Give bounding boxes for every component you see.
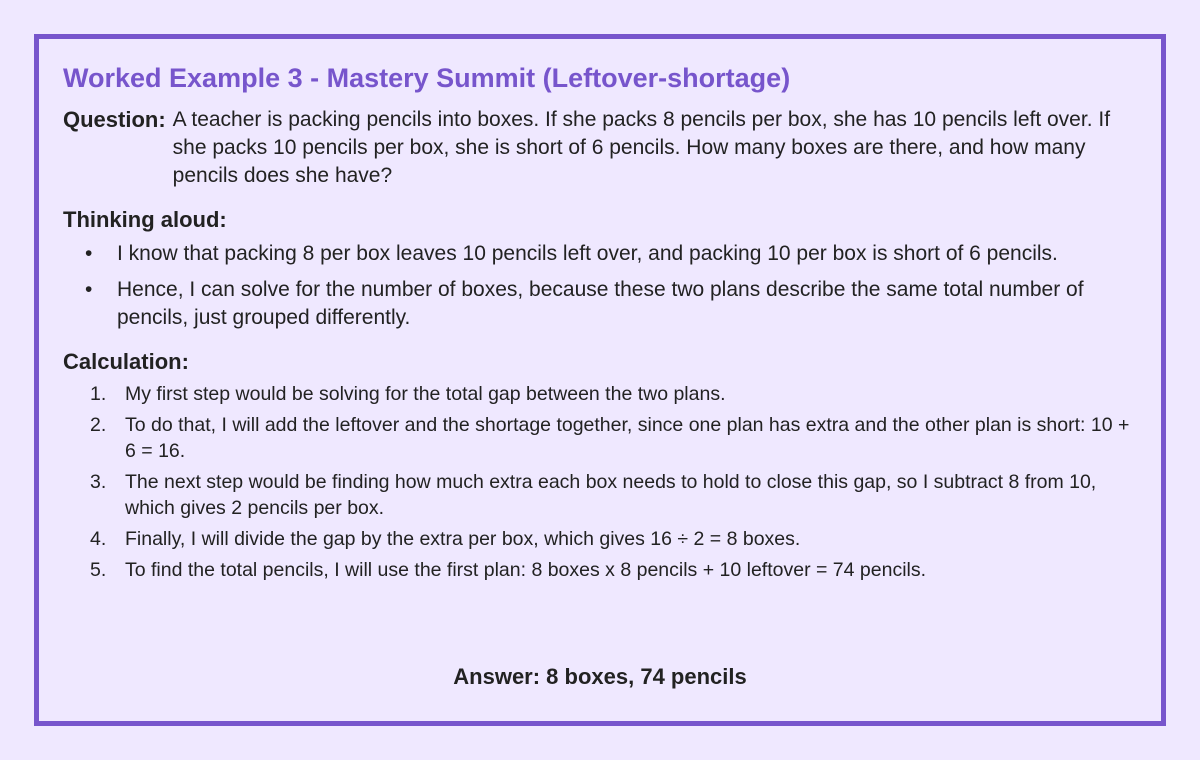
answer-text: Answer: 8 boxes, 74 pencils <box>453 664 747 689</box>
worked-example-card <box>34 34 1166 726</box>
thinking-list <box>63 240 1137 332</box>
list-item <box>63 381 1137 407</box>
thinking-text: Hence, I can solve for the number of boxes, because these two plans describe the same total number of pencils, just grouped differently. <box>117 278 1084 329</box>
question-label: Question: <box>63 107 166 132</box>
step-text: To do that, I will add the leftover and the shortage together, since one plan has extra and the other plan is short: 10 + 6 = 16. <box>125 414 1130 462</box>
list-item <box>63 469 1137 521</box>
list-item <box>63 557 1137 583</box>
step-text: Finally, I will divide the gap by the extra per box, which gives 16 ÷ 2 = 8 boxes. <box>125 528 801 550</box>
step-number: 5. <box>90 559 107 581</box>
question-text: A teacher is packing pencils into boxes. If she packs 8 pencils per box, she has 10 pencils left over. If she packs 10 pencils per box, she is short of 6 pencils. How many boxes are there, and how many pencils does she have? <box>172 108 1111 187</box>
step-text: To find the total pencils, I will use the first plan: 8 boxes x 8 pencils + 10 leftover = 74 pencils. <box>125 559 927 581</box>
bullet-icon: • <box>85 278 93 301</box>
thinking-heading: Thinking aloud: <box>63 207 227 232</box>
step-number: 3. <box>90 471 107 493</box>
list-item <box>63 412 1137 464</box>
calculation-heading: Calculation: <box>63 349 189 374</box>
step-text: The next step would be finding how much extra each box needs to hold to close this gap, so I subtract 8 from 10, which gives 2 pencils per box. <box>125 471 1097 519</box>
list-item <box>63 526 1137 552</box>
step-number: 1. <box>90 383 107 405</box>
question-block <box>63 106 1137 190</box>
step-number: 2. <box>90 414 107 436</box>
list-item <box>63 240 1137 268</box>
list-item <box>63 276 1137 332</box>
step-text: My first step would be solving for the total gap between the two plans. <box>125 383 726 405</box>
thinking-text: I know that packing 8 per box leaves 10 pencils left over, and packing 10 per box is short of 6 pencils. <box>117 242 1058 265</box>
page-title: Worked Example 3 - Mastery Summit (Leftover-shortage) <box>63 63 791 93</box>
step-number: 4. <box>90 528 107 550</box>
calculation-steps <box>63 381 1137 583</box>
bullet-icon: • <box>85 242 93 265</box>
